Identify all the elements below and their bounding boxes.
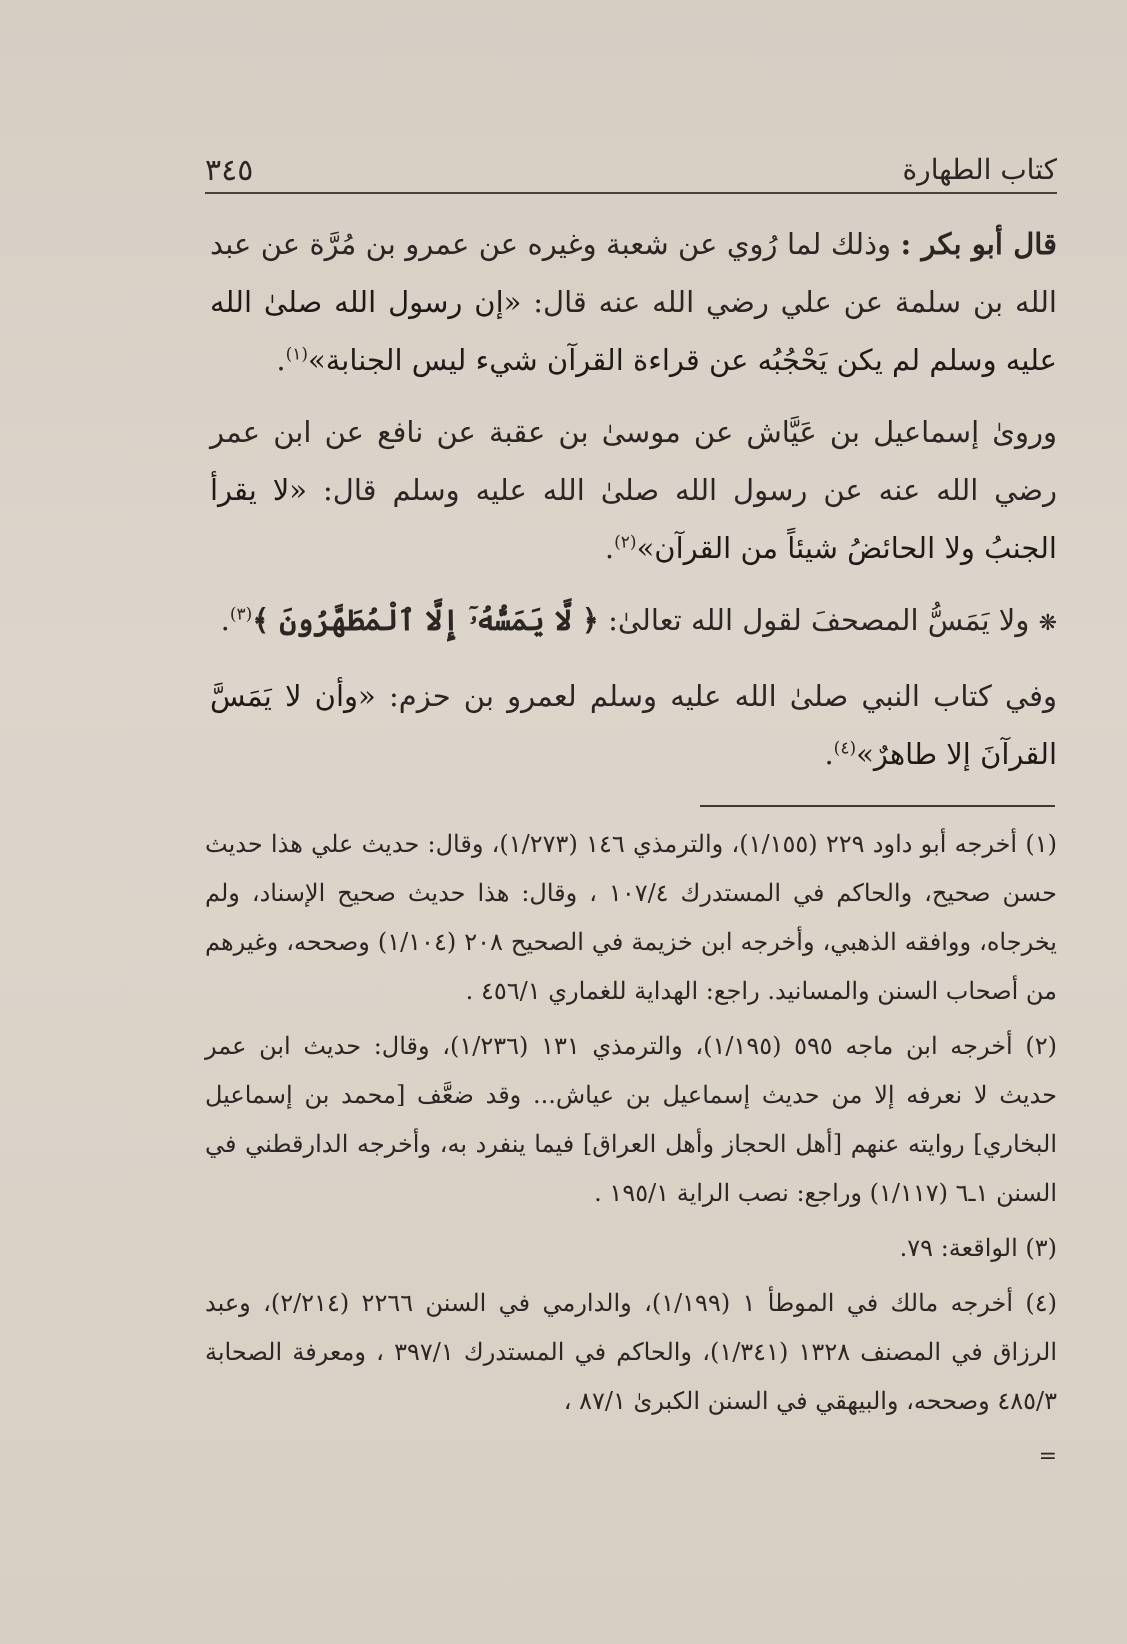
hadith-quote-2: «لا يقرأ الجنبُ ولا الحائضُ شيئاً من القرآن» — [210, 473, 1057, 565]
footnote-separator — [700, 805, 1055, 807]
paragraph-3-end: . — [220, 603, 230, 637]
footnote-ref-2: (٢) — [614, 532, 637, 553]
paragraph-1-end: . — [276, 343, 286, 377]
footnote-ref-3: (٣) — [229, 604, 253, 625]
paragraph-4-end: . — [824, 737, 834, 771]
speaker-label: قال أبو بكر : — [900, 227, 1057, 261]
footnote-4: (٤) أخرجه مالك في الموطأ ١ (١/١٩٩)، والدارمي في السنن ٢٢٦٦ (٢/٢١٤)، وعبد الرزاق في المصنف ١٣٢٨ (١/٣٤١)، والحاكم في المستدرك ٣٩٧/١ ، ومعرفة الصحابة ٤٨٥/٣ وصححه، والبيهقي في السنن الكبرىٰ ٨٧/١ ، — [205, 1289, 1057, 1415]
paragraph-2 — [210, 403, 1057, 577]
paragraph-3-text: ولا يَمَسُّ المصحفَ لقول الله تعالىٰ: — [598, 603, 1039, 637]
paragraph-4-text: وفي كتاب النبي صلىٰ الله عليه وسلم لعمرو بن حزم: — [375, 679, 1057, 713]
page-header — [205, 142, 1057, 194]
main-text — [210, 215, 1057, 797]
footnote-1: (١) أخرجه أبو داود ٢٢٩ (١/١٥٥)، والترمذي ١٤٦ (١/٢٧٣)، وقال: حديث علي هذا حديث حسن صحيح، والحاكم في المستدرك ١٠٧/٤ ، وقال: هذا حديث صحيح الإسناد، ولم يخرجاه، ووافقه الذهبي، وأخرجه ابن خزيمة في الصحيح ٢٠٨ (١/١٠٤) وصححه، وغيرهم من أصحاب السنن والمسانيد. راجع: الهداية للغماري ٤٥٦/١ . — [205, 830, 1057, 1005]
page-number: ٣٤٥ — [205, 153, 254, 188]
hadith-quote-1: «إن رسول الله صلىٰ الله عليه وسلم لم يكن يَحْجُبُه عن قراءة القرآن شيء ليس الجنابة» — [210, 285, 1057, 377]
quran-verse: ﴿ لَّا يَمَسُّهُۥٓ إِلَّا ٱلْمُطَهَّرُونَ ﴾ — [252, 603, 599, 637]
footnote-3: (٣) الواقعة: ٧٩. — [899, 1234, 1057, 1262]
continuation-mark: = — [1038, 1444, 1057, 1469]
hadith-quote-4: «وأن لا يَمَسَّ القرآنَ إلا طاهرٌ» — [210, 679, 1057, 771]
star-marker-icon: ❋ — [1038, 611, 1057, 636]
paragraph-2-text: ورویٰ إسماعيل بن عَيَّاش عن موسىٰ بن عقبة عن نافع عن ابن عمر رضي الله عنه عن رسول الله صلىٰ الله عليه وسلم قال: — [210, 415, 1057, 507]
footnote-2: (٢) أخرجه ابن ماجه ٥٩٥ (١/١٩٥)، والترمذي ١٣١ (١/٢٣٦)، وقال: حديث ابن عمر حديث لا نعرفه إلا من حديث إسماعيل بن عياش... وقد ضعَّف [محمد بن إسماعيل البخاري] روايته عنهم [أهل الحجاز وأهل العراق] فيما ينفرد به، وأخرجه الدارقطني في السنن ١ـ٦ (١/١١٧) وراجع: نصب الراية ١٩٥/١ . — [205, 1032, 1057, 1207]
footnotes — [205, 820, 1057, 1481]
paragraph-2-end: . — [604, 531, 615, 565]
footnote-ref-1: (١) — [285, 344, 309, 365]
running-title: كتاب الطهارة — [902, 153, 1057, 186]
paragraph-3 — [210, 591, 1057, 653]
footnote-ref-4: (٤) — [833, 738, 857, 759]
paragraph-1-text: وذلك لما رُوي عن شعبة وغيره عن عمرو بن مُرَّة عن عبد الله بن سلمة عن علي رضي الله عنه قال: — [210, 227, 1057, 319]
paragraph-4 — [210, 667, 1057, 783]
paragraph-1 — [210, 215, 1057, 389]
